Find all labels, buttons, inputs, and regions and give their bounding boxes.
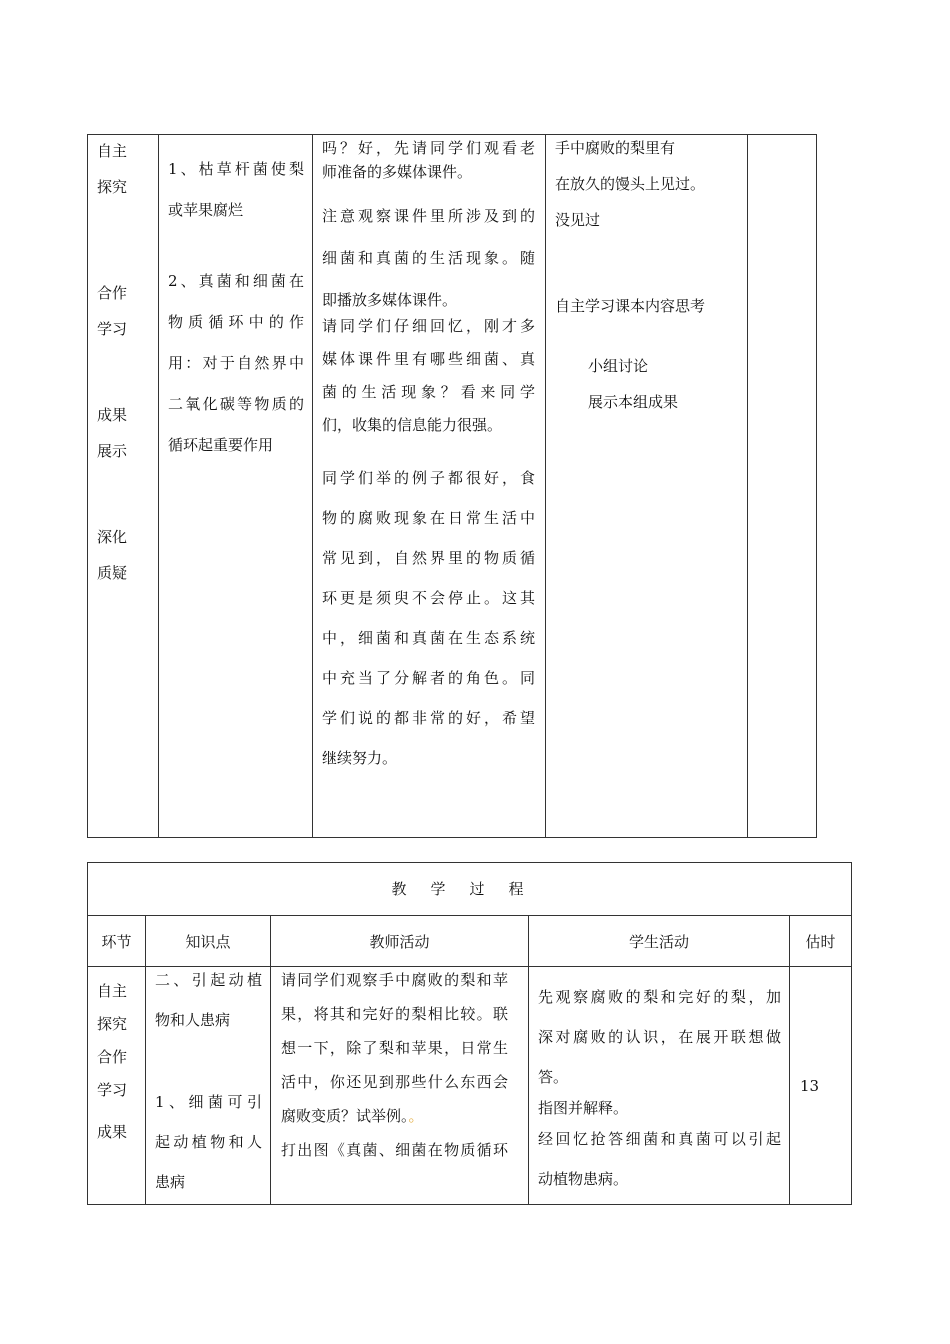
knowledge-line: 二氧化碳等物质的 [168, 395, 304, 413]
student-line: 深对腐败的认识，在展开联想做 [538, 1028, 781, 1046]
teacher-line: 腐败变质？试举例。。 [281, 1107, 424, 1125]
knowledge-line: 用：对于自然界中 [168, 354, 304, 372]
teacher-line: 请同学们观察手中腐败的梨和苹 [281, 971, 508, 989]
student-line: 先观察腐败的梨和完好的梨，加 [538, 988, 781, 1006]
teacher-line: 们，收集的信息能力很强。 [322, 416, 503, 434]
knowledge-line: 循环起重要作用 [168, 436, 274, 454]
teacher-line: 请同学们仔细回忆，刚才多 [322, 317, 535, 335]
teacher-line: 打出图《真菌、细菌在物质循环 [281, 1141, 508, 1159]
teacher-line: 想一下，除了梨和苹果，日常生 [281, 1039, 508, 1057]
teacher-line: 环更是须臾不会停止。这其 [322, 589, 535, 607]
step-column [88, 135, 159, 838]
step-label: 探究 [97, 178, 128, 196]
student-line: 答。 [538, 1068, 569, 1086]
step-label: 展示 [97, 442, 128, 460]
teacher-line: 即播放多媒体课件。 [322, 291, 458, 309]
highlight-mark: 。 [408, 1107, 424, 1125]
header-teacher-activity: 教师活动 [271, 916, 529, 967]
lesson-table-continued [87, 134, 817, 838]
student-line: 指图并解释。 [538, 1099, 629, 1117]
teacher-activity-column [313, 135, 546, 838]
step-label: 学习 [97, 1081, 128, 1099]
student-activity-column [529, 967, 790, 1205]
step-label: 探究 [97, 1015, 128, 1033]
step-label: 成果 [97, 406, 128, 424]
student-line: 展示本组成果 [588, 393, 679, 411]
teacher-line: 物的腐败现象在日常生活中 [322, 509, 535, 527]
time-column [748, 135, 817, 838]
teacher-line: 常见到，自然界里的物质循 [322, 549, 535, 567]
step-label: 合作 [97, 284, 128, 302]
knowledge-column [159, 135, 313, 838]
header-student-activity: 学生活动 [529, 916, 790, 967]
knowledge-line: 1、枯草杆菌使梨 [168, 160, 304, 178]
table-title: 教学过程 [88, 863, 852, 916]
knowledge-line: 二、引起动植 [155, 971, 262, 989]
header-knowledge: 知识点 [146, 916, 271, 967]
step-label: 自主 [97, 982, 128, 1000]
knowledge-line: 或苹果腐烂 [168, 201, 244, 219]
knowledge-column [146, 967, 271, 1205]
step-label: 成果 [97, 1123, 128, 1141]
knowledge-line: 1、细菌可引 [155, 1093, 262, 1111]
teaching-process-table [87, 862, 852, 1205]
student-line: 没见过 [555, 211, 601, 229]
teacher-activity-column [271, 967, 529, 1205]
teacher-line: 中，细菌和真菌在生态系统 [322, 629, 535, 647]
student-activity-column [546, 135, 748, 838]
teacher-line: 细菌和真菌的生活现象。随 [322, 249, 535, 267]
header-time: 估时 [790, 916, 852, 967]
teacher-line: 同学们举的例子都很好，食 [322, 469, 535, 487]
step-label: 深化 [97, 528, 128, 546]
teacher-line: 师准备的多媒体课件。 [322, 163, 473, 181]
time-estimate: 13 [790, 967, 852, 1205]
student-line: 手中腐败的梨里有 [555, 139, 676, 157]
student-line: 小组讨论 [588, 357, 649, 375]
knowledge-line: 物和人患病 [155, 1011, 231, 1029]
student-line: 动植物患病。 [538, 1170, 629, 1188]
teacher-line: 中充当了分解者的角色。同 [322, 669, 535, 687]
teacher-line: 媒体课件里有哪些细菌、真 [322, 350, 535, 368]
teacher-line: 菌的生活现象？看来同学 [322, 383, 535, 401]
knowledge-line: 2、真菌和细菌在 [168, 272, 304, 290]
student-line: 在放久的馒头上见过。 [555, 175, 706, 193]
knowledge-line: 起动植物和人 [155, 1133, 262, 1151]
student-line: 经回忆抢答细菌和真菌可以引起 [538, 1130, 781, 1148]
step-label: 质疑 [97, 564, 128, 582]
step-label: 学习 [97, 320, 128, 338]
teacher-line: 继续努力。 [322, 749, 398, 767]
step-column [88, 967, 146, 1205]
teacher-line: 吗？好，先请同学们观看老 [322, 139, 535, 157]
teacher-line: 学们说的都非常的好，希望 [322, 709, 535, 727]
knowledge-line: 患病 [155, 1173, 186, 1191]
teacher-line: 果，将其和完好的梨相比较。联 [281, 1005, 508, 1023]
step-label: 合作 [97, 1048, 128, 1066]
knowledge-line: 物质循环中的作 [168, 313, 304, 331]
teacher-line: 活中，你还见到那些什么东西会 [281, 1073, 508, 1091]
teacher-line: 注意观察课件里所涉及到的 [322, 207, 535, 225]
header-step: 环节 [88, 916, 146, 967]
student-line: 自主学习课本内容思考 [555, 297, 706, 315]
step-label: 自主 [97, 142, 128, 160]
